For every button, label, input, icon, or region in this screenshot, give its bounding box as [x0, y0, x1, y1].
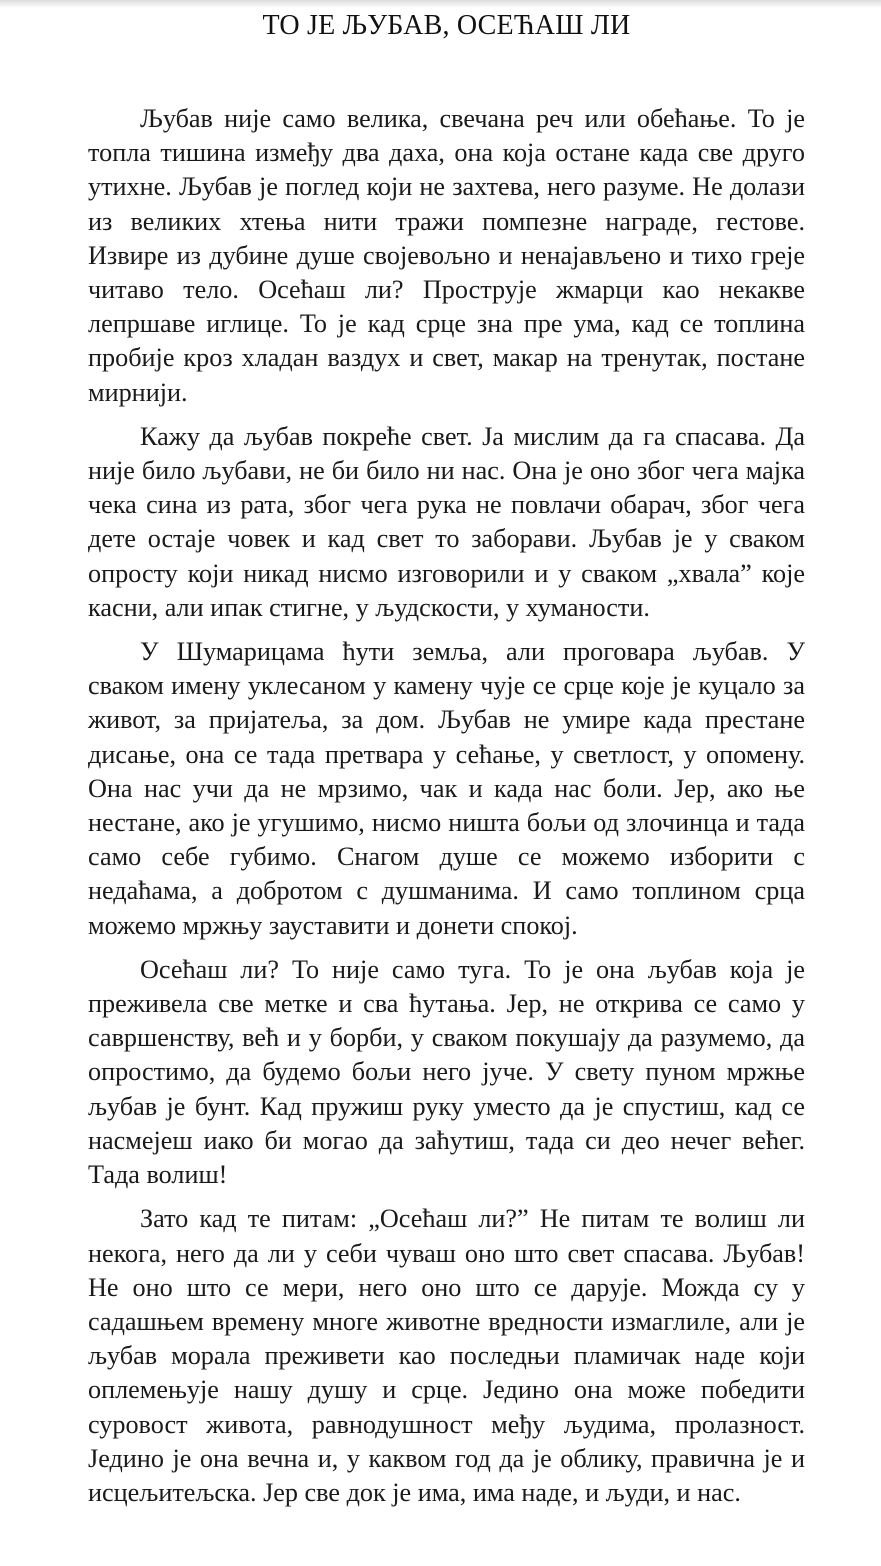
paragraph-4: Осећаш ли? То није само туга. То је она љубав која је преживела све метке и сва ћутања. Јер, не открива се само у савршенству, већ и у борби, у сваком покушају да разумемо, да опростимо, да будемо бољи него јуче. У свету пуном мржње љубав је бунт. Кад пружиш руку уместо да је спустиш, кад се насмејеш иако би могао да заћутиш, тада си део нечег већег. Тада волиш!: [88, 954, 805, 1190]
document-title: ТО ЈЕ ЉУБАВ, ОСЕЋАШ ЛИ: [262, 10, 631, 41]
document-page: [88, 0, 805, 1520]
paragraph-1: Љубав није само велика, свечана реч или обећање. То је топла тишина између два даха, она која остане када све друго утихне. Љубав је поглед који не захтева, него разуме. Не долази из великих хтења нити тражи помпезне награде, гестове. Извире из дубине душе својевољно и ненајављено и тихо греје читаво тело. Осећаш ли? Прострује жмарци као некакве лепршаве иглице. То је кад срце зна пре ума, кад се топлина пробије кроз хладан ваздух и свет, макар на тренутак, постане мирнији.: [88, 104, 805, 407]
paragraph-5: Зато кад те питам: „Осећаш ли?” Не питам те волиш ли некога, него да ли у себи чуваш оно што свет спасава. Љубав! Не оно што се мери, него оно што се дарује. Можда су у садашњем времену многе животне вредности измаглиле, али је љубав морала преживети као последњи пламичак наде који оплемењује нашу душу и срце. Једино она може победити суровост живота, равнодушност међу људима, пролазност. Једино је она вечна и, у каквом год да је облику, правична је и исцељитељска. Јер све док је има, има наде, и људи, и нас.: [88, 1204, 805, 1507]
document-body: [88, 102, 805, 1510]
paragraph-2: Кажу да љубав покреће свет. Ја мислим да га спасава. Да није било љубави, не би било ни нас. Она је оно због чега мајка чека сина из рата, због чега рука не повлачи обарач, због чега дете остаје човек и кад свет то заборави. Љубав је у сваком опросту који никад нисмо изговорили и у сваком „хвала” које касни, али ипак стигне, у људскости, у хуманости.: [88, 421, 805, 622]
paragraph-3: У Шумарицама ћути земља, али проговара љубав. У сваком имену уклесаном у камену чује се срце које је куцало за живот, за пријатеља, за дом. Љубав не умире када престане дисање, она се тада претвара у сећање, у светлост, у опомену. Она нас учи да не мрзимо, чак и када нас боли. Јер, ако ње нестане, ако је угушимо, нисмо ништа бољи од злочинца и тада само себе губимо. Снагом душе се можемо изборити с недаћама, а добротом с душманима. И само топлином срца можемо мржњу зауставити и донети спокој.: [88, 637, 805, 940]
